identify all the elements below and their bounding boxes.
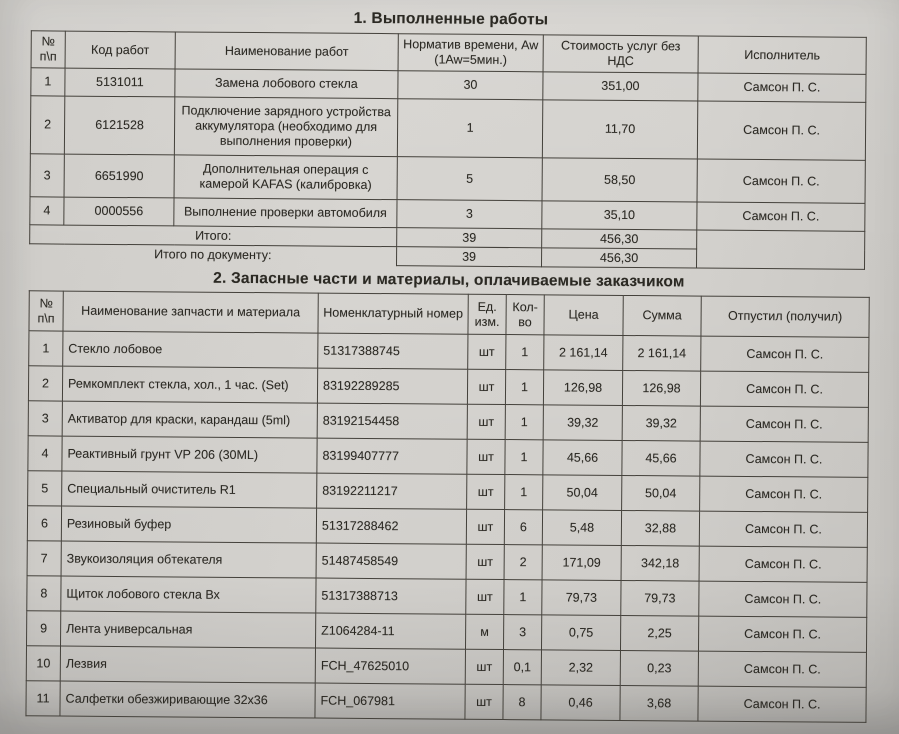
works-table <box>29 30 867 270</box>
cell-issued: Самсон П. С. <box>700 441 868 477</box>
works-header-time: Норматив времени, Aw (1Aw=5мин.) <box>398 34 543 72</box>
cell-price: 0,46 <box>541 685 620 721</box>
cell-name: Звукоизоляция обтекателя <box>61 541 316 578</box>
works-totals <box>30 225 865 270</box>
section2-title: 2. Запасные части и материалы, оплачиваемые заказчиком <box>213 269 685 291</box>
cell-issued: Самсон П. С. <box>700 371 868 407</box>
cell-time: 1 <box>397 99 542 158</box>
cell-qty: 1 <box>505 370 543 405</box>
cell-name: Дополнительная операция с камерой KAFAS (калибровка) <box>174 155 397 200</box>
cell-num: 4 <box>30 197 64 225</box>
cell-part-number: Z1064284-11 <box>315 613 465 649</box>
cell-qty: 1 <box>505 475 543 510</box>
cell-price: 50,04 <box>543 475 622 511</box>
cell-name: Стекло лобовое <box>63 331 318 368</box>
cell-code: 5131011 <box>65 68 175 97</box>
cell-price: 2,32 <box>541 650 620 686</box>
cell-qty: 3 <box>503 615 541 650</box>
cell-qty: 2 <box>504 545 542 580</box>
cell-issued: Самсон П. С. <box>700 476 868 512</box>
works-header-num: № п\п <box>31 31 65 68</box>
cell-part-number: 83192211217 <box>317 473 467 509</box>
cell-unit: м <box>465 614 503 649</box>
works-header-cost: Стоимость услуг без НДС <box>543 35 698 73</box>
parts-header-unit: Ед. изм. <box>468 294 506 334</box>
parts-body <box>26 331 869 723</box>
cell-num: 1 <box>29 331 63 366</box>
cell-cost: 35,10 <box>542 201 697 230</box>
cell-executor: Самсон П. С. <box>697 159 865 203</box>
cell-part-number: 83192154458 <box>317 403 467 439</box>
cell-qty: 6 <box>504 510 542 545</box>
cell-price: 0,75 <box>541 615 620 651</box>
cell-name: Лента универсальная <box>61 611 316 648</box>
cell-price: 79,73 <box>542 580 621 616</box>
cell-code: 0000556 <box>64 197 174 226</box>
cell-name: Активатор для краски, карандаш (5ml) <box>62 401 317 438</box>
cell-num: 11 <box>26 681 60 716</box>
cell-sum: 79,73 <box>621 580 699 616</box>
cell-name: Салфетки обезжиривающие 32x36 <box>60 681 315 718</box>
cell-num: 6 <box>27 506 61 541</box>
cell-name: Резиновый буфер <box>61 506 316 543</box>
cell-num: 10 <box>26 646 60 681</box>
cell-price: 45,66 <box>543 440 622 476</box>
cell-cost: 11,70 <box>542 100 697 159</box>
cell-issued: Самсон П. С. <box>699 511 867 547</box>
cell-code: 6651990 <box>64 154 174 198</box>
cell-sum: 45,66 <box>622 440 700 476</box>
cell-num: 9 <box>27 611 61 646</box>
cell-sum: 50,04 <box>622 475 700 511</box>
cell-sum: 2 161,14 <box>623 335 701 371</box>
cell-name: Ремкомплект стекла, хол., 1 час. (Set) <box>62 366 317 403</box>
cell-part-number: 83192289285 <box>317 368 467 404</box>
cell-sum: 342,18 <box>621 545 699 581</box>
works-header-name: Наименование работ <box>175 32 398 71</box>
cell-issued: Самсон П. С. <box>699 581 867 617</box>
cell-num: 4 <box>28 436 62 471</box>
cell-issued: Самсон П. С. <box>698 616 866 652</box>
cell-unit: шт <box>468 334 506 369</box>
cell-num: 2 <box>28 366 62 401</box>
works-body <box>30 68 866 232</box>
cell-qty: 8 <box>503 685 541 720</box>
parts-header-qty: Кол- во <box>506 295 544 335</box>
cell-unit: шт <box>466 544 504 579</box>
cell-name: Выполнение проверки автомобиля <box>174 198 397 228</box>
cell-qty: 0,1 <box>503 650 541 685</box>
totals-document-label: Итого по документу: <box>154 247 272 263</box>
cell-issued: Самсон П. С. <box>698 651 866 687</box>
cell-time: 30 <box>398 71 543 100</box>
cell-executor: Самсон П. С. <box>698 73 866 102</box>
cell-issued: Самсон П. С. <box>698 686 866 722</box>
cell-time: 3 <box>397 200 542 229</box>
cell-name: Лезвия <box>60 646 315 683</box>
parts-header-issued: Отпустил (получил) <box>701 296 869 337</box>
cell-unit: шт <box>466 579 504 614</box>
totals-document-time: 39 <box>397 247 542 267</box>
cell-part-number: FCH_067981 <box>315 683 465 719</box>
table-row <box>30 154 865 204</box>
parts-header-part-number: Номенклатурный номер <box>318 293 468 334</box>
works-header-code: Код работ <box>65 31 175 69</box>
cell-issued: Самсон П. С. <box>700 406 868 442</box>
totals-time: 39 <box>397 228 542 248</box>
cell-price: 39,32 <box>543 405 622 441</box>
cell-num: 2 <box>30 96 64 154</box>
cell-unit: шт <box>466 509 504 544</box>
cell-unit: шт <box>465 649 503 684</box>
cell-cost: 58,50 <box>542 158 697 202</box>
cell-executor: Самсон П. С. <box>697 202 865 231</box>
cell-num: 3 <box>28 401 62 436</box>
cell-sum: 0,23 <box>620 650 698 686</box>
cell-name: Реактивный грунт VP 206 (30ML) <box>62 436 317 473</box>
parts-table <box>25 290 869 723</box>
cell-part-number: 51487458549 <box>316 543 466 579</box>
cell-qty: 1 <box>506 335 544 370</box>
cell-price: 126,98 <box>543 370 622 406</box>
parts-header-sum: Сумма <box>623 295 701 336</box>
table-row <box>30 96 865 161</box>
totals-executor-cell <box>696 230 864 269</box>
cell-sum: 2,25 <box>620 615 698 651</box>
parts-header-num: № п\п <box>29 291 63 331</box>
totals-document-cost: 456,30 <box>541 248 696 268</box>
cell-part-number: 83199407777 <box>317 438 467 474</box>
cell-part-number: 51317388713 <box>316 578 466 614</box>
cell-qty: 1 <box>505 440 543 475</box>
cell-num: 3 <box>30 154 64 197</box>
cell-qty: 1 <box>504 580 542 615</box>
cell-price: 5,48 <box>542 510 621 546</box>
cell-price: 2 161,14 <box>544 335 623 371</box>
cell-sum: 126,98 <box>622 370 700 406</box>
works-header-executor: Исполнитель <box>698 36 866 74</box>
cell-qty: 1 <box>505 405 543 440</box>
cell-price: 171,09 <box>542 545 621 581</box>
totals-label: Итого: <box>30 225 397 247</box>
parts-header-price: Цена <box>544 295 623 336</box>
cell-name: Замена лобового стекла <box>175 69 398 99</box>
cell-part-number: 51317288462 <box>316 508 466 544</box>
cell-num: 8 <box>27 576 61 611</box>
cell-name: Специальный очиститель R1 <box>62 471 317 508</box>
cell-sum: 32,88 <box>621 510 699 546</box>
cell-part-number: FCH_47625010 <box>315 648 465 684</box>
cell-unit: шт <box>467 474 505 509</box>
cell-unit: шт <box>467 439 505 474</box>
parts-header-row <box>29 291 869 338</box>
cell-part-number: 51317388745 <box>318 333 468 369</box>
cell-cost: 351,00 <box>543 72 698 101</box>
cell-code: 6121528 <box>64 96 174 155</box>
table-row <box>26 681 866 723</box>
cell-executor: Самсон П. С. <box>697 101 865 160</box>
cell-issued: Самсон П. С. <box>699 546 867 582</box>
parts-header-name: Наименование запчасти и материала <box>63 291 318 333</box>
cell-issued: Самсон П. С. <box>701 336 869 372</box>
cell-time: 5 <box>397 157 542 201</box>
cell-unit: шт <box>465 684 503 719</box>
cell-unit: шт <box>467 369 505 404</box>
cell-name: Подключение зарядного устройства аккумулятора (необходимо для выполнения проверки) <box>174 97 397 157</box>
cell-sum: 39,32 <box>622 405 700 441</box>
section1-title: 1. Выполненные работы <box>353 9 549 29</box>
cell-num: 7 <box>27 541 61 576</box>
cell-sum: 3,68 <box>620 685 698 721</box>
cell-name: Щиток лобового стекла Вх <box>61 576 316 613</box>
cell-num: 1 <box>31 68 65 96</box>
totals-cost: 456,30 <box>542 229 697 249</box>
cell-unit: шт <box>467 404 505 439</box>
cell-num: 5 <box>28 471 62 506</box>
